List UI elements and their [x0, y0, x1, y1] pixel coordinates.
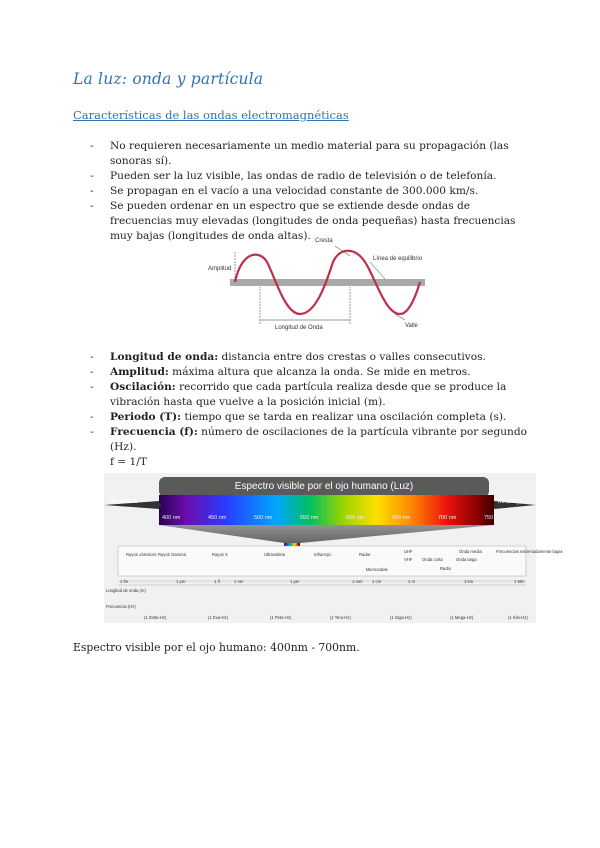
list-item: - Se pueden ordenar en un espectro que se extiende desde ondas de frecuencias muy elevadas (longitudes de onda pequeñas) hasta frecuencias muy bajas (longitudes de onda altas).: [90, 199, 530, 244]
nm-label: 750 nm: [484, 515, 503, 521]
definitions-list: [90, 350, 530, 470]
wavelength-mark: 1 fm: [120, 579, 129, 584]
nm-label: 700 nm: [438, 515, 457, 521]
nm-label: 450 nm: [208, 515, 227, 521]
frequency-formula: f = 1/T: [110, 456, 147, 468]
nm-label: 650 nm: [392, 515, 411, 521]
amplitude-label: Amplitud: [208, 266, 232, 272]
region-label: Rayos cósmicos: [126, 552, 157, 557]
region-label: Onda corta: [422, 557, 443, 562]
hz-unit: (1 Tera-Hz): [330, 615, 351, 620]
hz-unit: (1 Mega-Hz): [450, 615, 474, 620]
region-label: Rayos Gamma: [158, 552, 186, 557]
term-label: Amplitud:: [110, 366, 169, 378]
nm-label: 400 nm: [162, 515, 181, 521]
infrared-label: Infrarrojo: [498, 499, 523, 505]
list-item: [90, 350, 530, 365]
region-label: UHF: [404, 549, 413, 554]
wavelength-mark: 1 mm: [352, 579, 363, 584]
term-text: número de oscilaciones de la partícula vibrante por segundo (Hz).: [110, 426, 528, 453]
spectrum-title: Espectro visible por el ojo humano (Luz): [234, 481, 414, 492]
wavelength-mark: 1 pm: [176, 579, 186, 584]
term-text: tiempo que se tarda en realizar una oscilación completa (s).: [181, 411, 507, 423]
spectrum-svg: [104, 473, 563, 623]
list-item: [90, 410, 530, 425]
region-label: Radio: [440, 566, 451, 571]
nm-label: 500 nm: [254, 515, 273, 521]
list-item: - Se propagan en el vacío a una velocidad constante de 300.000 km/s.: [90, 184, 530, 199]
wavelength-row-label: Longitud de onda (m): [106, 588, 146, 593]
trough-label: Valle: [405, 323, 418, 329]
wave-diagram: [205, 232, 435, 332]
region-label: VHF: [404, 557, 413, 562]
term-text: distancia entre dos crestas o valles consecutivos.: [218, 351, 486, 363]
wavelength-mark: 1 μm: [290, 579, 300, 584]
region-label: Ultravioleta: [264, 552, 285, 557]
nm-label: 550 nm: [300, 515, 319, 521]
region-label: Onda media: [459, 549, 482, 554]
spectrum-figure: [104, 473, 563, 623]
region-label: Rayos X: [212, 552, 228, 557]
term-label: Longitud de onda:: [110, 351, 219, 363]
hz-unit: (1 Exa-Hz): [208, 615, 229, 620]
region-label: Infrarrojo: [314, 552, 331, 557]
wavelength-mark: 1 Å: [214, 579, 221, 584]
list-item: - Pueden ser la luz visible, las ondas de radio de televisión o de telefonía.: [90, 169, 530, 184]
equilibrium-label: Línea de equilibrio: [373, 256, 423, 262]
nm-label: 600 nm: [346, 515, 365, 521]
region-label: Frecuencias extremadamente bajas: [496, 549, 563, 554]
list-item: [90, 365, 530, 380]
ultraviolet-label: Ultravioleta: [107, 499, 138, 505]
spectrum-funnel: [159, 525, 494, 543]
wavelength-mark: 1 cm: [372, 579, 382, 584]
region-label: Microondas: [366, 567, 388, 572]
page-title: La luz: onda y partícula: [73, 70, 264, 88]
list-item: - No requieren necesariamente un medio material para su propagación (las sonoras sí).: [90, 139, 530, 169]
list-item: [90, 425, 530, 455]
wavelength-mark: 1 m: [408, 579, 415, 584]
wavelength-label: Longitud de Onda: [275, 325, 323, 331]
region-label: Radar: [359, 552, 371, 557]
term-label: Periodo (T):: [110, 411, 182, 423]
term-label: Frecuencia (f):: [110, 426, 198, 438]
frequency-row-label: Frecuencia (Hz): [106, 604, 136, 609]
spectrum-caption: Espectro visible por el ojo humano: 400nm - 700nm.: [73, 641, 360, 654]
section-heading[interactable]: Características de las ondas electromagnéticas: [73, 108, 349, 122]
term-text: máxima altura que alcanza la onda. Se mide en metros.: [168, 366, 471, 378]
hz-unit: (1 Zetta-Hz): [144, 615, 167, 620]
characteristics-list: [90, 139, 530, 244]
region-label: Onda larga: [456, 557, 477, 562]
hz-unit: (1 Giga-Hz): [390, 615, 412, 620]
wavelength-mark: 1 km: [464, 579, 474, 584]
term-label: Oscilación:: [110, 381, 176, 393]
hz-unit: (1 Peta-Hz): [270, 615, 292, 620]
list-item: [90, 380, 530, 410]
crest-label: Cresta: [315, 238, 333, 244]
term-text: recorrido que cada partícula realiza desde que se produce la vibración hasta que vuelve a la posición inicial (m).: [110, 381, 507, 408]
wavelength-mark: 1 nm: [234, 579, 244, 584]
wavelength-mark: 1 Mm: [514, 579, 525, 584]
hz-unit: (1 Kilo-Hz): [508, 615, 528, 620]
